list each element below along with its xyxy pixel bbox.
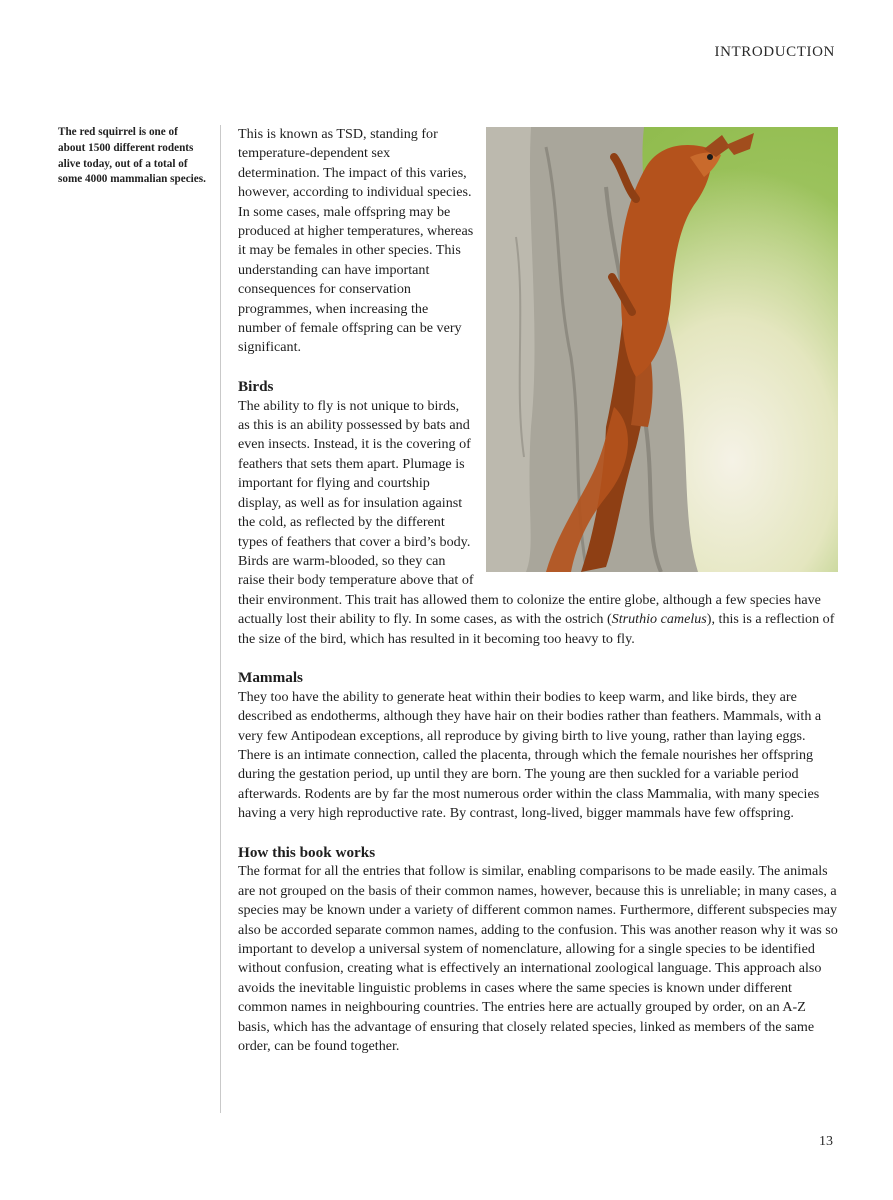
birds-text-end: ), this is a reflection of the size of the bird, which has resulted in it becoming too heavy to fly. (238, 611, 835, 647)
main-text-column (238, 125, 838, 1056)
how-book-works-paragraph: The format for all the entries that follow is similar, enabling comparisons to be made easily. The animals are not grouped on the basis of their common names, however, because this is unreliable; in many cases, a species may be known under a variety of different common names. Furthermore, different subspecies may also be accorded separate common names, adding to the confusion. This was another reason why it was so important to develop a universal system of nomenclature, allowing for a single species to be identified without confusion, creating what is effectively an international zoological language. This approach also avoids the inevitable linguistic problems in cases where the same species is known under different common names in neighbouring countries. The entries here are actually grouped by order, on an A-Z basis, which has the advantage of ensuring that closely related species, linked as members of the same order, can be found together. (238, 863, 838, 1055)
photo-caption: The red squirrel is one of about 1500 different rodents alive today, out of a total of some 4000 mammalian species. (58, 126, 206, 186)
birds-text-start: The ability to fly is not unique to birds, as this is an ability possessed by bats and even insects. Instead, it is the covering of feathers that sets them apart. Plumage is important for flying and courtship display, as well as for insulation against the cold, as reflected by the different types of feathers that cover a bird’s body. Birds are warm-blooded, so they can raise their body temperature above that of their environment. This trait has allowed them to colonize the entire globe, although a few species have actually lost their ability to fly. In some cases, as with the ostrich ( (238, 397, 821, 628)
squirrel-illustration (486, 127, 838, 572)
ostrich-species-name: Struthio camelus (611, 611, 707, 628)
column-rule (220, 125, 221, 1113)
page-number: 13 (819, 1134, 833, 1149)
red-squirrel-photo (486, 127, 838, 572)
how-book-works-heading: How this book works (238, 843, 376, 861)
birds-heading: Birds (238, 378, 274, 396)
mammals-heading: Mammals (238, 669, 303, 687)
running-header: INTRODUCTION (714, 44, 835, 60)
tsd-paragraph: This is known as TSD, standing for temperature-dependent sex determination. The impact of this varies, however, according to individual species. In some cases, male offspring may be produced at higher temperatures, whereas it may be females in other species. This understanding can have important consequences for conservation programmes, when increasing the number of female offspring can be very significant. (238, 126, 474, 356)
mammals-paragraph: They too have the ability to generate heat within their bodies to keep warm, and like birds, they are described as endotherms, although they have hair on their bodies rather than feathers. Mammals, with a very few Antipodean exceptions, all reproduce by giving birth to live young, rather than laying eggs. There is an intimate connection, called the placenta, through which the female nourishes her offspring during the gestation period, up until they are born. The young are then suckled for a variable period afterwards. Rodents are by far the most numerous order within the class Mammalia, with many species having a very high reproductive rate. By contrast, long-lived, bigger mammals have few offspring. (238, 688, 822, 822)
